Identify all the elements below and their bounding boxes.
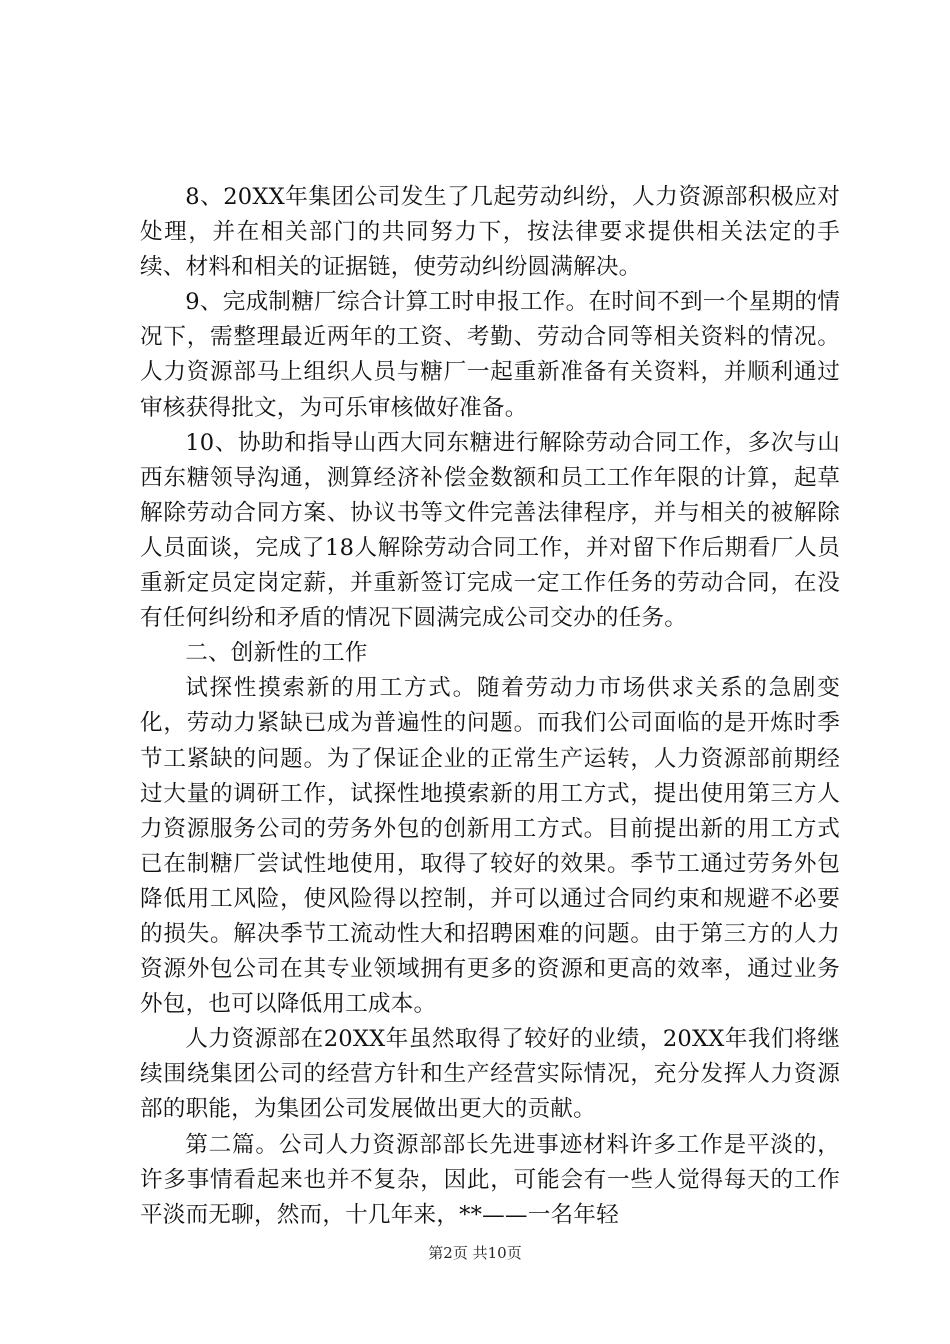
paragraph-summary: 人力资源部在20XX年虽然取得了较好的业绩，20XX年我们将继续围绕集团公司的经营方针和生产经营实际情况，充分发挥人力资源部的职能，为集团公司发展做出更大的贡献。 [140,1026,840,1123]
paragraph-item-9: 9、完成制糖厂综合计算工时申报工作。在时间不到一个星期的情况下，需整理最近两年的工资、考勤、劳动合同等相关资料的情况。人力资源部马上组织人员与糖厂一起重新准备有关资料，并顺利通过审核获得批文，为可乐审核做好准备。 [140,289,840,421]
paragraph-innovation: 试探性摸索新的用工方式。随着劳动力市场供求关系的急剧变化，劳动力紧缺已成为普遍性的问题。而我们公司面临的是开炼时季节工紧缺的问题。为了保证企业的正常生产运转，人力资源部前期经过大量的调研工作，试探性地摸索新的用工方式，提出使用第三方人力资源服务公司的劳务外包的创新用工方式。目前提出新的用工方式已在制糖厂尝试性地使用，取得了较好的效果。季节工通过劳务外包降低用工风险，使风险得以控制，并可以通过合同约束和规避不必要的损失。解决季节工流动性大和招聘困难的问题。由于第三方的人力资源外包公司在其专业领域拥有更多的资源和更高的效率，通过业务外包，也可以降低用工成本。 [140,675,840,1018]
paragraph-item-10: 10、协助和指导山西大同东糖进行解除劳动合同工作，多次与山西东糖领导沟通，测算经济补偿金数额和员工工作年限的计算，起草解除劳动合同方案、协议书等文件完善法律程序，并与相关的被解除人员面谈，完成了18人解除劳动合同工作，并对留下作后期看厂人员重新定员定岗定薪，并重新签订完成一定工作任务的劳动合同，在没有任何纠纷和矛盾的情况下圆满完成公司交办的任务。 [140,429,840,632]
section-heading-innovation: 二、创新性的工作 [185,640,368,667]
paragraph-second-article: 第二篇。公司人力资源部部长先进事迹材料许多工作是平淡的，许多事情看起来也并不复杂，因此，可能会有一些人觉得每天的工作平淡而无聊，然而，十几年来，**——一名年轻 [140,1131,840,1228]
document-body [140,180,840,1233]
page-footer: 第2页 共10页 [428,1244,522,1262]
paragraph-item-8: 8、20XX年集团公司发生了几起劳动纠纷，人力资源部积极应对处理，并在相关部门的共同努力下，按法律要求提供相关法定的手续、材料和相关的证据链，使劳动纠纷圆满解决。 [140,184,840,281]
